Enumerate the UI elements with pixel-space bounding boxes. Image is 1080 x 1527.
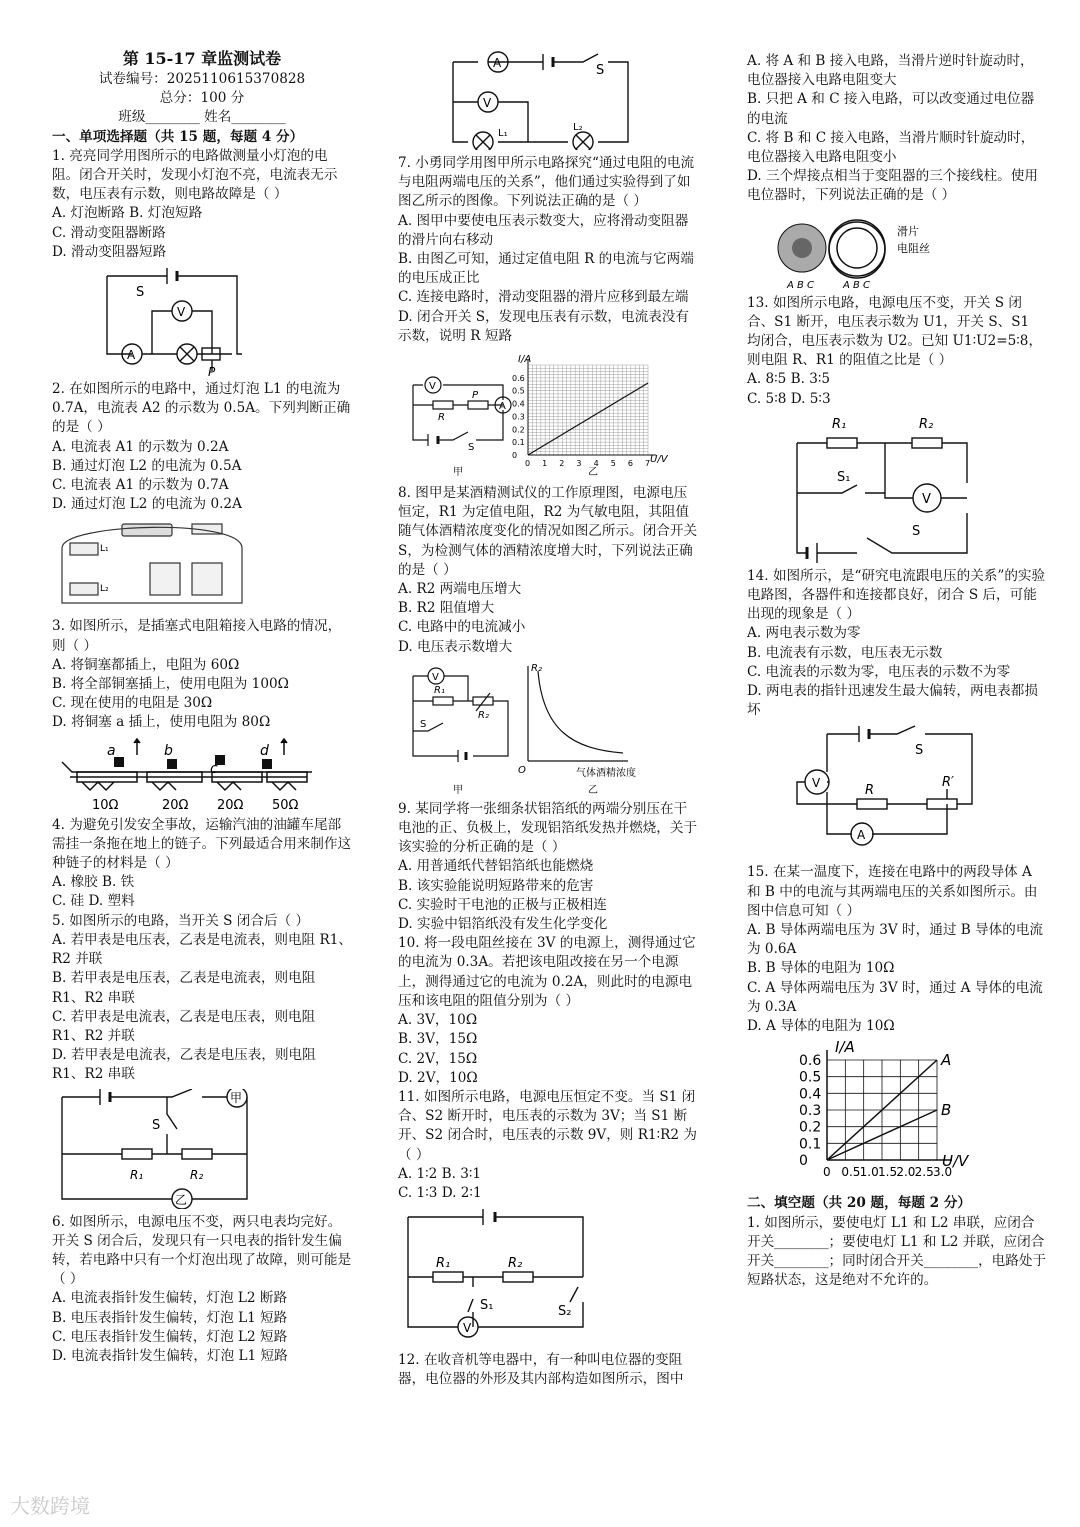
ammeter-label: A	[857, 828, 866, 843]
switch-label: S	[468, 442, 475, 454]
plug-d	[262, 759, 272, 769]
question-text: 12. 在收音机等电器中，有一种叫电位器的变阻器，电位器的外形及其内部构造如图所示，图中	[398, 1352, 684, 1388]
resistor-20b-label: 20Ω	[217, 797, 244, 812]
x-tick-label: 2.5	[914, 1165, 934, 1180]
option: A. 若甲表是电压表，乙表是电流表，则电阻 R1、R2 并联	[52, 931, 352, 968]
series-label-B: B	[941, 1101, 952, 1120]
graph-x-label: 气体酒精浓度	[576, 767, 636, 779]
potentiometer-figure	[747, 210, 947, 290]
option: B. 通过灯泡 L2 的电流为 0.5A	[52, 457, 242, 474]
option: A. 1∶2 B. 3∶1	[398, 1165, 482, 1182]
option: B. B 导体的电阻为 10Ω	[747, 960, 895, 977]
y-tick-label: 0.2	[512, 425, 525, 435]
voltmeter-label: V	[483, 96, 492, 110]
y-tick-label: 0.3	[512, 412, 525, 422]
question-text: 2. 在如图所示的电路中，通过灯泡 L1 的电流为 0.7A，电流表 A2 的示数为 0.5A。下列判断正确的是（ ）	[52, 381, 351, 436]
voltmeter-label: V	[177, 305, 186, 320]
question-text: 1. 如图所示，要使电灯 L1 和 L2 串联，应闭合开关________；要使电灯 L1 和 L2 并联，应闭合开关________；同时闭合开关________，电路处于短路状态，这是绝对不允许的。	[747, 1214, 1047, 1289]
r1-label: R₁	[832, 416, 847, 432]
ammeter-label: A	[493, 56, 502, 70]
r2-label: R₂	[508, 1256, 523, 1272]
y-tick-label: 0.2	[799, 1119, 822, 1136]
question-text: 4. 为避免引发安全事故，运输汽油的油罐车尾部需挂一条拖在地上的链子。下列最适合用来制作这种链子的材料是（ ）	[52, 816, 352, 872]
circuit-diagram-q6	[398, 40, 638, 150]
question-text: 9. 某同学将一张细条状铝箔纸的两端分别压在干电池的正、负极上，发现铝箔纸发热并燃烧，关于该实验的分析正确的是（ ）	[398, 800, 698, 856]
circuit-diagram-q5	[52, 1089, 252, 1209]
exam-number: 试卷编号：2025110615370828	[98, 71, 306, 87]
option: A. 将 A 和 B 接入电路，当滑片逆时针旋动时，电位器接入电路电阻变大	[747, 53, 1034, 89]
option: A. 电流表指针发生偏转，灯泡 L2 断路	[52, 1290, 288, 1307]
option: C. 电流表的示数为零，电压表的示数不为零	[747, 663, 1011, 680]
y-tick-label: 0.5	[512, 386, 525, 396]
r1-label: R₁	[434, 684, 445, 696]
circuit-diagram-q14	[747, 724, 977, 859]
question-text: 3. 如图所示，是插塞式电阻箱接入电路的情况，则（ ）	[52, 618, 342, 654]
option: C. 电流表 A1 的示数为 0.7A	[52, 477, 229, 494]
resistor-20a-label: 20Ω	[162, 797, 189, 812]
figure-jia-label: 甲	[453, 784, 463, 796]
chart-x-axis-label: U/V	[650, 454, 668, 466]
figure-jia-label: 甲	[453, 467, 463, 479]
resistor-label: R	[438, 412, 445, 424]
x-tick-label: 3.0	[933, 1165, 953, 1180]
lamp-l1-label: L₁	[498, 128, 508, 139]
option: D. 2V，10Ω	[398, 1069, 478, 1086]
chart-x-axis-label: U/V	[942, 1152, 969, 1171]
y-tick-label: 0.5	[799, 1069, 822, 1086]
resistor-label: R	[865, 783, 875, 799]
voltmeter-label: V	[432, 671, 439, 683]
question-text: 7. 小勇同学用图甲所示电路探究“通过电阻的电流与电阻两端电压的关系”，他们通过实验得到了如图乙所示的图像。下列说法正确的是（ ）	[398, 155, 695, 210]
switch-label: S	[912, 523, 921, 539]
option: C. 硅 D. 塑料	[52, 893, 135, 910]
x-tick-label: 4	[593, 459, 599, 469]
option: C. 5∶8 D. 5∶3	[747, 390, 831, 407]
y-tick-label: 0.3	[799, 1103, 822, 1120]
option: C. 电压表指针发生偏转，灯泡 L2 短路	[52, 1328, 288, 1345]
column-1	[52, 48, 352, 1366]
s1-label: S₁	[837, 469, 851, 485]
plug-d-label: d	[260, 742, 269, 759]
x-tick-label: 1.0	[859, 1165, 879, 1180]
option: A. 图甲中要使电压表示数变大，应将滑动变阻器的滑片向右移动	[398, 212, 689, 248]
resistor-10-label: 10Ω	[92, 797, 119, 812]
option: C. 将 B 和 C 接入电路，当滑片顺时针旋动时，电位器接入电路电阻变小	[747, 129, 1035, 166]
plug-c-label: c	[210, 760, 218, 777]
x-tick-label: 0	[525, 459, 531, 469]
series-label-A: A	[941, 1051, 952, 1070]
option: D. 实验中铝箔纸没有发生化学变化	[398, 916, 608, 933]
ammeter-label: A	[127, 348, 136, 363]
option: D. 通过灯泡 L2 的电流为 0.2A	[52, 496, 242, 513]
y-tick-label: 0	[512, 451, 518, 461]
slider-label: 滑片	[897, 224, 919, 238]
plug-b-label: b	[164, 742, 173, 759]
terminals-label-left: A B C	[787, 279, 815, 290]
option: A. 用普通纸代替铝箔纸也能燃烧	[398, 858, 594, 875]
meter-jia-label: 甲	[230, 1090, 243, 1105]
x-tick-label: 1.5	[878, 1165, 898, 1180]
circuit-photo-q2	[52, 518, 252, 613]
switch-label: S	[420, 718, 427, 730]
option: B. R2 阻值增大	[398, 600, 495, 617]
option: B. 若甲表是电压表，乙表是电流表，则电阻 R1、R2 串联	[52, 970, 316, 1006]
x-tick-label: 0.5	[841, 1165, 861, 1180]
option: C. 现在使用的电阻是 30Ω	[52, 695, 213, 712]
chart-y-axis-label: I/A	[518, 354, 532, 366]
q8-figures	[398, 661, 678, 796]
circuit-diagram-q1	[52, 266, 252, 376]
option: D. 若甲表是电流表，乙表是电压表，则电阻 R1、R2 串联	[52, 1047, 316, 1083]
question-text: 11. 如图所示电路，电源电压恒定不变。当 S1 闭合、S2 断开时，电压表的示数为 3V；当 S1 断开、S2 闭合时，电压表的示数 9V，则 R1∶R2 为（ ）	[398, 1088, 697, 1163]
page-title: 第 15-17 章监测试卷	[122, 49, 282, 68]
r1-label: R₁	[436, 1256, 451, 1272]
slider-label: P	[208, 365, 216, 377]
meter-yi-label: 乙	[175, 1192, 188, 1207]
question-text: 10. 将一段电阻丝接在 3V 的电源上，测得通过它的电流为 0.3A。若把该电阻改接在另一个电源上，测得通过它的电流为 0.2A，则此时的电源电压和该电阻的阻值分别为（ ）	[398, 935, 696, 1009]
resistor-50-label: 50Ω	[272, 797, 299, 812]
column-2	[398, 36, 698, 1390]
option: D. 三个焊接点相当于变阻器的三个接线柱。使用电位器时，下列说法正确的是（ ）	[747, 168, 1038, 204]
option: D. 闭合开关 S，发现电压表有示数，电流表没有示数，说明 R 短路	[398, 308, 689, 344]
voltmeter-label: V	[463, 1321, 472, 1336]
total-score: 总分：100 分	[159, 90, 245, 107]
option: B. 只把 A 和 C 接入电路，可以改变通过电位器的电流	[747, 91, 1035, 127]
x-tick-label: 6	[627, 459, 633, 469]
chart-q7	[512, 359, 656, 468]
chart-q15	[747, 1040, 987, 1190]
r2-label: R₂	[919, 416, 934, 432]
column-3	[747, 52, 1047, 1290]
q7-figures	[398, 350, 678, 480]
question-text: 1. 亮亮同学用图所示的电路做测量小灯泡的电阻。闭合开关时，发现小灯泡不亮，电流表无示数，电压表有示数，则电路故障是（ ）	[52, 147, 338, 203]
option: B. 该实验能说明短路带来的危害	[398, 877, 594, 894]
graph-y-label: R₂	[531, 662, 542, 674]
section-heading: 二、填空题（共 20 题，每题 2 分）	[747, 1195, 972, 1212]
question-text: 15. 在某一温度下，连接在电路中的两段导体 A 和 B 中的电流与其两端电压的关系如图所示。由图中信息可知（ ）	[747, 864, 1038, 919]
question-text: 6. 如图所示，电源电压不变，两只电表均完好。开关 S 闭合后，发现只有一只电表的指针发生偏转，若电路中只有一个灯泡出现了故障，则可能是（ ）	[52, 1213, 352, 1288]
option: C. 1∶3 D. 2∶1	[398, 1184, 482, 1201]
option: C. 实验时干电池的正极与正极相连	[398, 896, 607, 913]
lamp-l2-label: L₂	[573, 122, 583, 133]
option: C. 滑动变阻器断路	[52, 224, 166, 241]
figure-yi-label: 乙	[588, 467, 598, 479]
y-tick-label: 0	[799, 1153, 808, 1170]
chart-q15-plot	[799, 1050, 952, 1179]
plug-b	[167, 759, 177, 769]
option: A. 电流表 A1 的示数为 0.2A	[52, 438, 229, 455]
chart-y-axis-label: I/A	[835, 1040, 855, 1057]
question-text: 5. 如图所示的电路，当开关 S 闭合后（ ）	[52, 912, 310, 929]
lamp-l1-label: L₁	[100, 544, 109, 555]
x-tick-label: 5	[610, 459, 616, 469]
option: B. 将全部铜塞插上，使用电阻为 100Ω	[52, 676, 289, 693]
option: D. 电压表示数增大	[398, 638, 513, 655]
slider-label: P	[472, 390, 479, 402]
circuit-diagram-q11	[398, 1207, 598, 1347]
y-tick-label: 0.4	[512, 399, 525, 409]
option: A. 3V，10Ω	[398, 1012, 478, 1029]
s1-label: S₁	[480, 1298, 494, 1314]
section-heading: 一、单项选择题（共 15 题，每题 4 分）	[52, 128, 304, 145]
switch-label: S	[152, 1117, 161, 1133]
option: A. 将铜塞都插上，电阻为 60Ω	[52, 656, 240, 673]
option: A. 两电表示数为零	[747, 625, 861, 642]
r1-label: R₁	[130, 1167, 144, 1182]
figure-yi-label: 乙	[588, 784, 598, 796]
rheostat-label: R′	[942, 775, 954, 791]
x-tick-label: 3	[576, 459, 582, 469]
option: C. 电路中的电流减小	[398, 619, 526, 636]
r2-label: R₂	[478, 709, 489, 721]
option: D. 滑动变阻器短路	[52, 243, 167, 260]
graph-origin: O	[518, 764, 526, 776]
option: B. 电压表指针发生偏转，灯泡 L1 短路	[52, 1309, 288, 1326]
option: A. B 导体两端电压为 3V 时，通过 B 导体的电流为 0.6A	[747, 922, 1044, 958]
question-text: 14. 如图所示，是“研究电流跟电压的关系”的实验电路图，各器件和连接都良好，闭合 S 后，可能出现的现象是（ ）	[747, 567, 1046, 623]
y-tick-label: 0.6	[512, 373, 525, 383]
option: A. 橡胶 B. 铁	[52, 874, 135, 891]
option: D. 两电表的指针迅速发生最大偏转，两电表都损坏	[747, 683, 1038, 719]
option: D. A 导体的电阻为 10Ω	[747, 1018, 895, 1035]
x-tick-label: 2	[559, 459, 565, 469]
x-tick-label: 2.0	[896, 1165, 916, 1180]
voltmeter-label: V	[922, 491, 931, 507]
y-tick-label: 0.1	[799, 1136, 822, 1153]
s2-label: S₂	[558, 1304, 572, 1320]
y-tick-label: 0.1	[512, 438, 525, 448]
voltmeter-label: V	[812, 776, 821, 791]
x-tick-label: 0	[823, 1165, 831, 1180]
circuit-diagram-q13	[747, 413, 977, 563]
lamp-l2-label: L₂	[100, 584, 109, 595]
x-tick-label: 1	[542, 459, 548, 469]
resistance-box-diagram	[52, 737, 322, 812]
option: C. A 导体两端电压为 3V 时，通过 A 导体的电流为 0.3A	[747, 979, 1043, 1015]
option: B. 电流表有示数，电压表无示数	[747, 644, 943, 661]
question-text: 13. 如图所示电路，电源电压不变，开关 S 闭合、S1 断开，电压表示数为 U1，开关 S、S1 均闭合，电压表示数为 U2。已知 U1∶U2=5∶8，则电阻 R、R1 的阻值之比是（ ）	[747, 294, 1043, 369]
option: A. R2 两端电压增大	[398, 581, 522, 598]
class-name-line: 班级________ 姓名________	[118, 109, 286, 126]
option: C. 连接电路时，滑动变阻器的滑片应移到最左端	[398, 289, 689, 306]
option: C. 2V，15Ω	[398, 1050, 478, 1067]
option: B. 由图乙可知，通过定值电阻 R 的电流与它两端的电压成正比	[398, 251, 694, 287]
watermark: 大数跨境	[10, 1494, 90, 1518]
option: D. 电流表指针发生偏转，灯泡 L1 短路	[52, 1347, 288, 1364]
option: C. 若甲表是电流表，乙表是电压表，则电阻 R1、R2 并联	[52, 1008, 316, 1044]
option: D. 将铜塞 a 插上，使用电阻为 80Ω	[52, 714, 271, 731]
r2-label: R₂	[190, 1167, 204, 1182]
y-tick-label: 0.4	[799, 1086, 822, 1103]
option: A. 灯泡断路 B. 灯泡短路	[52, 205, 203, 222]
option: B. 3V，15Ω	[398, 1031, 478, 1048]
question-text: 8. 图甲是某酒精测试仪的工作原理图，电源电压恒定，R1 为定值电阻，R2 为气敏电阻，其阻值随气体酒精浓度变化的情况如图乙所示。闭合开关 S，为检测气体的酒精浓度增大时，下列说法正确的是（ ）	[398, 485, 698, 578]
switch-label: S	[915, 743, 924, 759]
plug-a-label: a	[107, 742, 116, 759]
terminals-label-right: A B C	[843, 279, 871, 290]
voltmeter-label: V	[429, 381, 436, 393]
ammeter-label: A	[499, 401, 506, 413]
switch-label: S	[596, 63, 605, 78]
switch-label: S	[136, 285, 145, 301]
resistance-wire-label: 电阻丝	[897, 241, 930, 255]
option: A. 8∶5 B. 3∶5	[747, 371, 831, 388]
y-tick-label: 0.6	[799, 1053, 822, 1070]
x-tick-label: 7	[645, 459, 651, 469]
